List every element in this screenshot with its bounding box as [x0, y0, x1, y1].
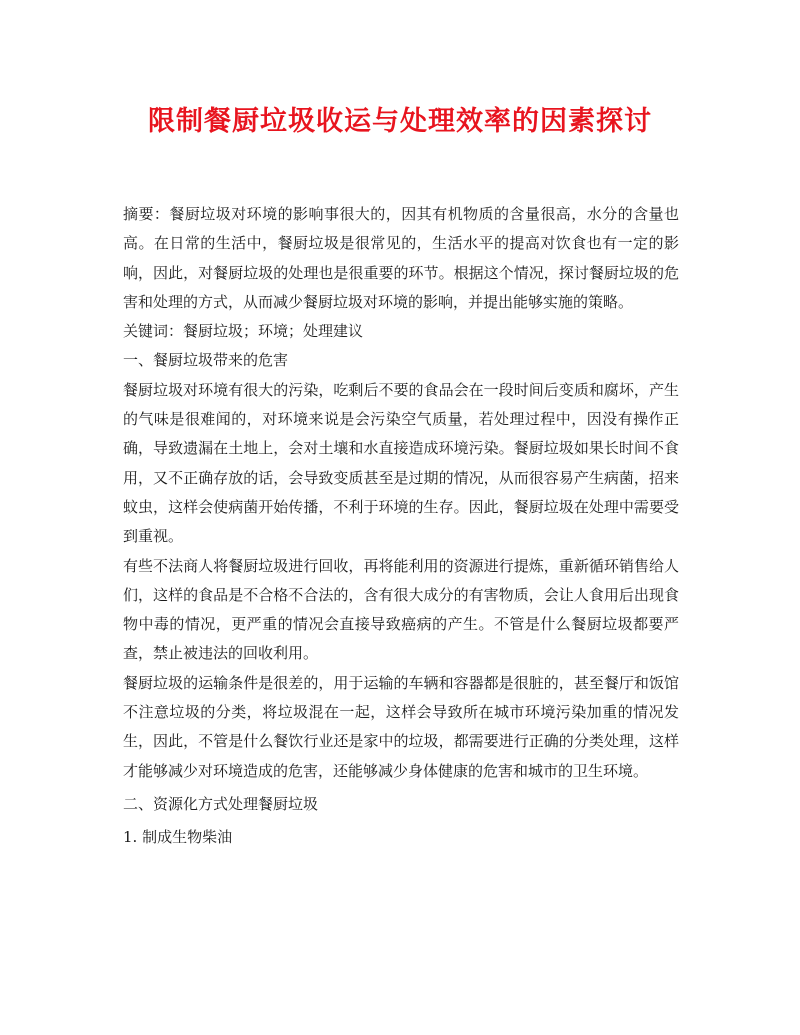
section1-paragraph-1: 餐厨垃圾对环境有很大的污染，吃剩后不要的食品会在一段时间后变质和腐坏，产生的气味是很难闻的，对环境来说是会污染空气质量，若处理过程中，因没有操作正确，导致遗漏在土地上，会对土壤和水直接造成环境污染。餐厨垃圾如果长时间不食用，又不正确存放的话，会导致变质甚至是过期的情况，从而很容易产生病菌，招来蚊虫，这样会使病菌开始传播，不利于环境的生存。因此，餐厨垃圾在处理中需要受到重视。 — [123, 380, 679, 546]
document-body — [123, 200, 679, 853]
abstract-paragraph: 摘要：餐厨垃圾对环境的影响事很大的，因其有机物质的含量很高，水分的含量也高。在日常的生活中，餐厨垃圾是很常见的，生活水平的提高对饮食也有一定的影响，因此，对餐厨垃圾的处理也是很重要的环节。根据这个情况，探讨餐厨垃圾的危害和处理的方式，从而减少餐厨垃圾对环境的影响，并提出能够实施的策略。 — [123, 205, 679, 311]
section-heading-1: 一、餐厨垃圾带来的危害 — [123, 351, 289, 370]
section1-paragraph-2: 有些不法商人将餐厨垃圾进行回收，再将能利用的资源进行提炼，重新循环销售给人们，这样的食品是不合格不合法的，含有很大成分的有害物质，会让人食用后出现食物中毒的情况，更严重的情况会直接导致癌病的产生。不管是什么餐厨垃圾都要严查，禁止被违法的回收利用。 — [123, 556, 679, 663]
section-heading-2: 二、资源化方式处理餐厨垃圾 — [123, 794, 319, 813]
document-title: 限制餐厨垃圾收运与处理效率的因素探讨 — [148, 106, 652, 137]
keywords-line: 关键词：餐厨垃圾；环境；处理建议 — [123, 322, 364, 341]
section1-paragraph-3: 餐厨垃圾的运输条件是很差的，用于运输的车辆和容器都是很脏的，甚至餐厅和饭馆不注意垃圾的分类，将垃圾混在一起，这样会导致所在城市环境污染加重的情况发生，因此，不管是什么餐饮行业还是家中的垃圾，都需要进行正确的分类处理，这样才能够减少对环境造成的危害，还能够减少身体健康的危害和城市的卫生环境。 — [123, 673, 679, 780]
subsection-heading-2-1: 1. 制成生物柴油 — [123, 828, 233, 847]
